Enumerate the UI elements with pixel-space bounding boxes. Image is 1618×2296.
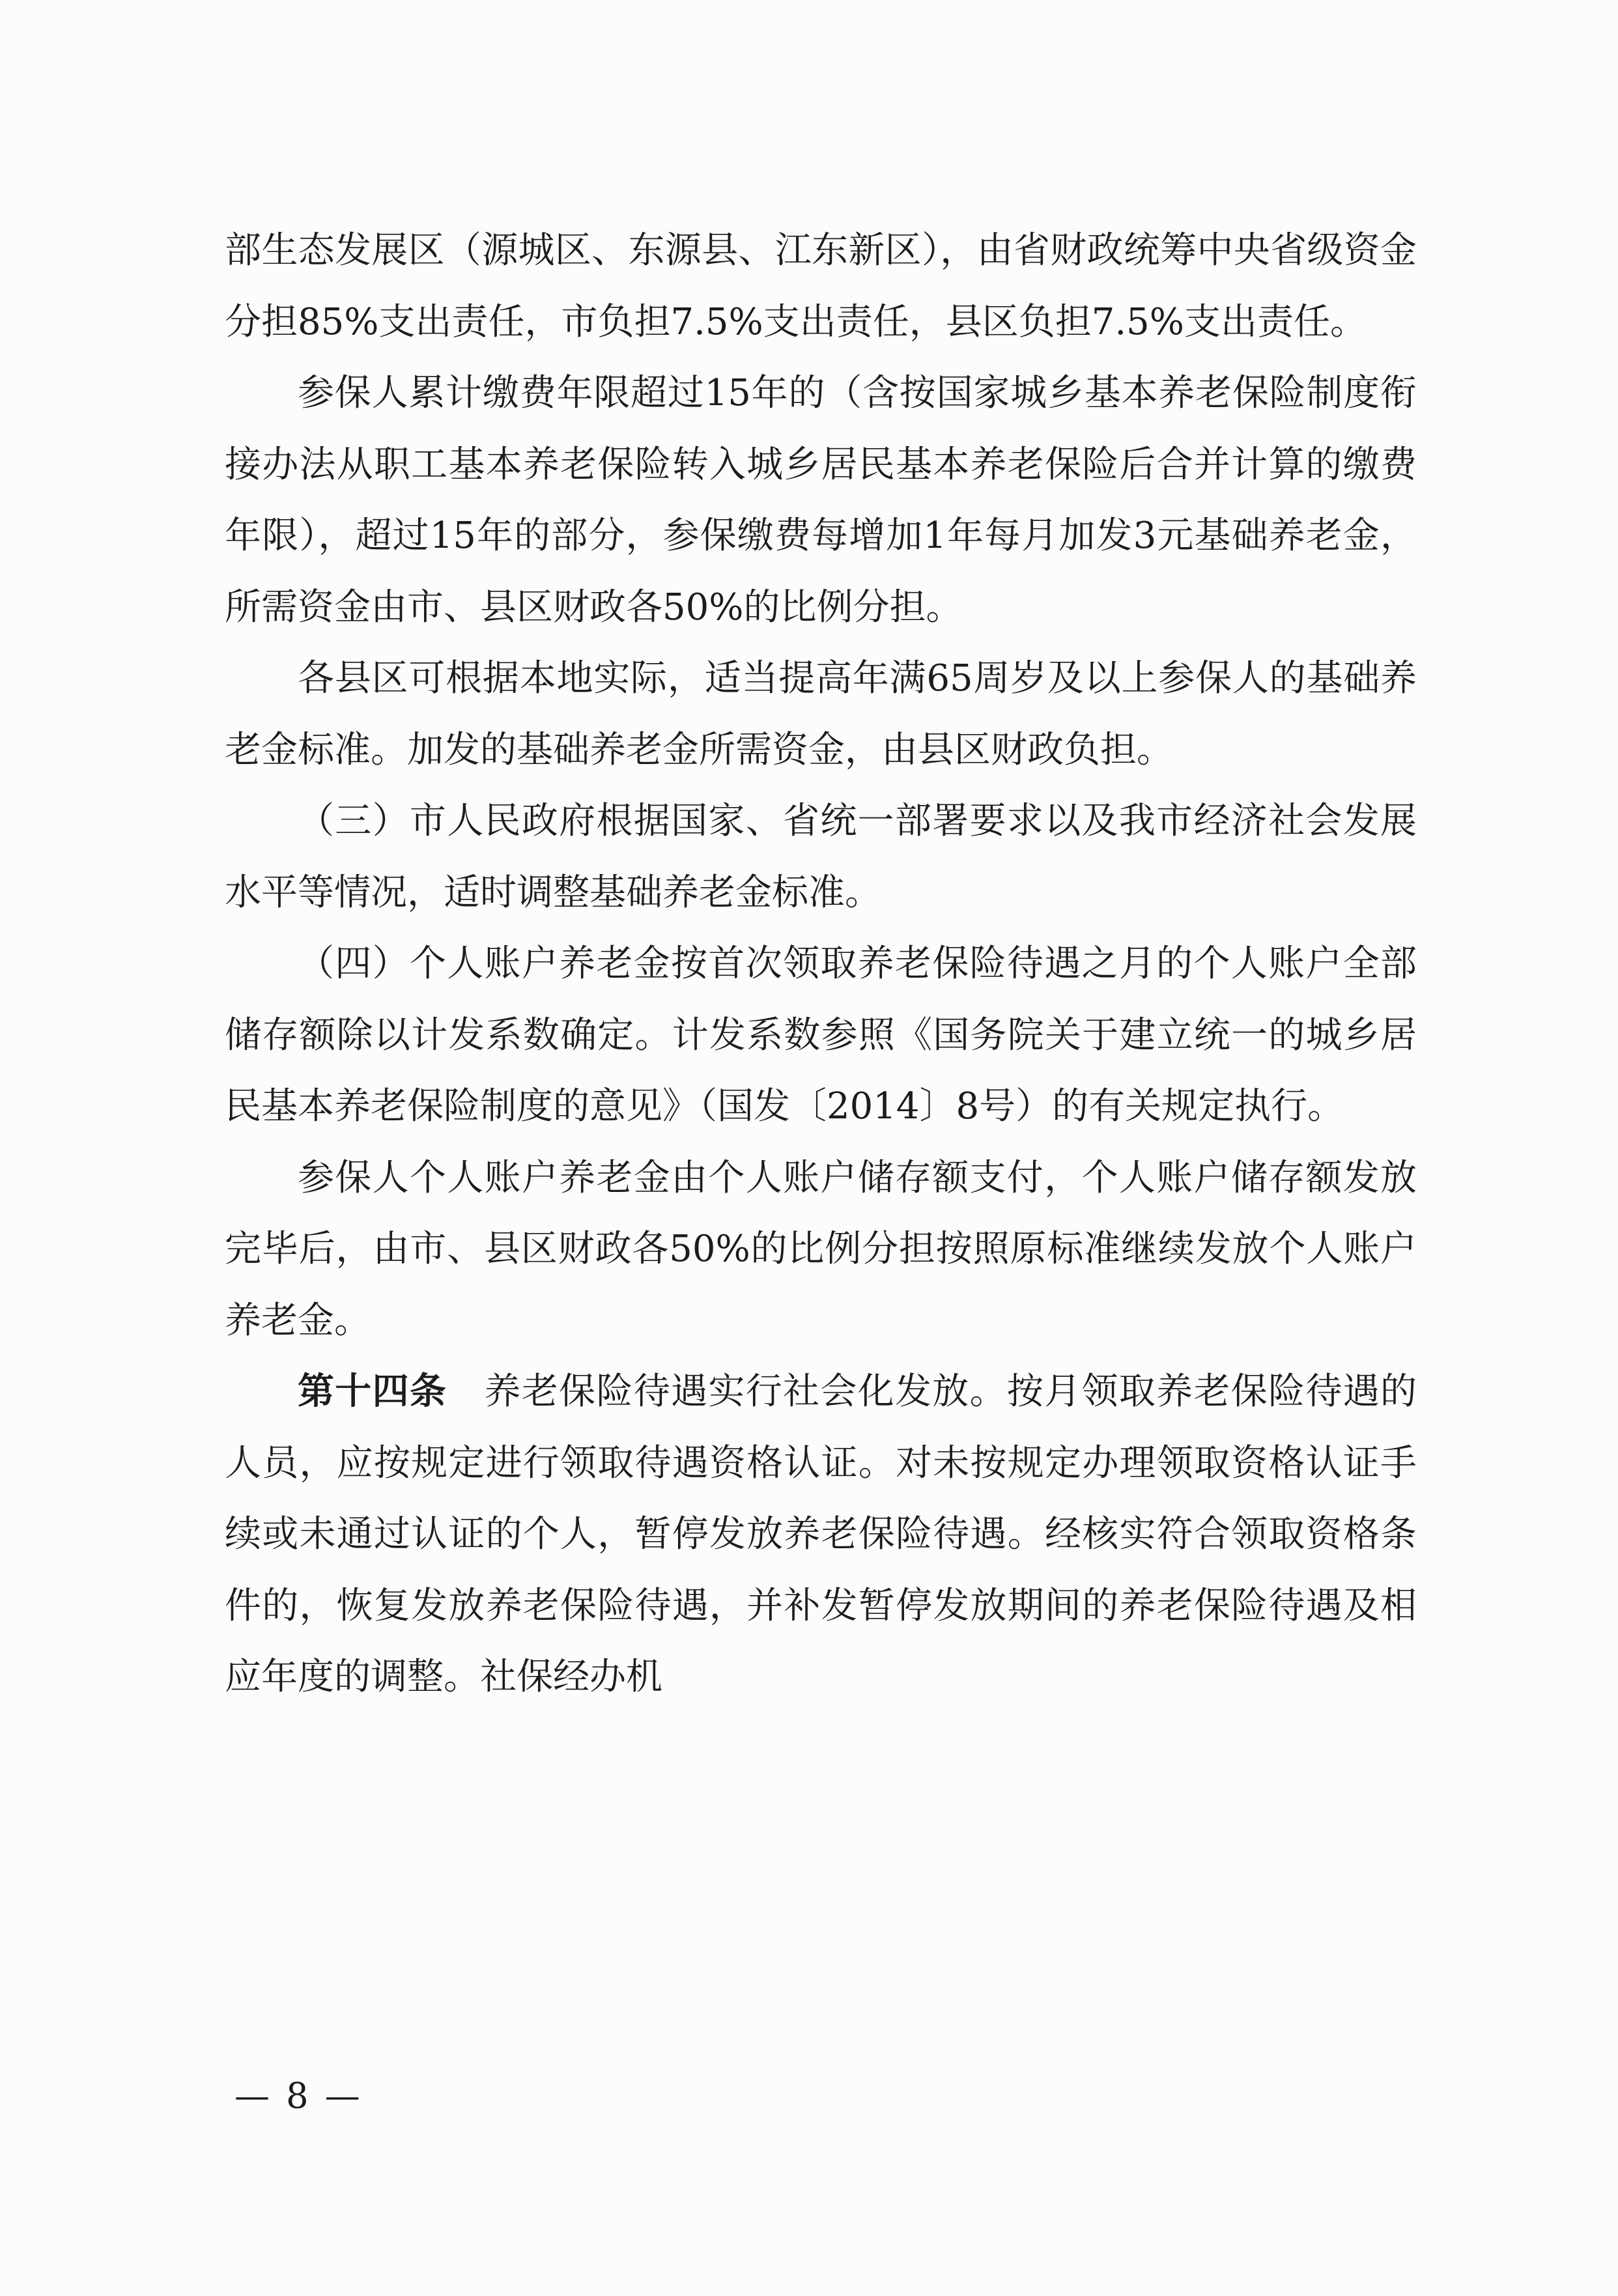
paragraph-contribution-years: 参保人累计缴费年限超过15年的（含按国家城乡基本养老保险制度衔接办法从职工基本养老保险转入城乡居民基本养老保险后合并计算的缴费年限），超过15年的部分，参保缴费每增加1年每月加发3元基础养老金，所需资金由市、县区财政各50%的比例分担。 <box>225 372 1417 629</box>
article-fourteen-body: 养老保险待遇实行社会化发放。按月领取养老保险待遇的人员，应按规定进行领取待遇资格认证。对未按规定办理领取资格认证手续或未通过认证的个人，暂停发放养老保险待遇。经核实符合领取资格条件的，恢复发放养老保险待遇，并补发暂停发放期间的养老保险待遇及相应年度的调整。社保经办机 <box>225 1370 1417 1698</box>
paragraph-county-supplement: 各县区可根据本地实际，适当提高年满65周岁及以上参保人的基础养老金标准。加发的基础养老金所需资金，由县区财政负担。 <box>225 657 1417 771</box>
document-body <box>225 215 1417 1713</box>
paragraph-personal-account: 参保人个人账户养老金由个人账户储存额支付，个人账户储存额发放完毕后，由市、县区财政各50%的比例分担按照原标准继续发放个人账户养老金。 <box>225 1156 1417 1342</box>
paragraph-item-four: （四）个人账户养老金按首次领取养老保险待遇之月的个人账户全部储存额除以计发系数确定。计发系数参照《国务院关于建立统一的城乡居民基本养老保险制度的意见》（国发〔2014〕8号）的有关规定执行。 <box>225 942 1417 1127</box>
article-fourteen <box>225 1356 1417 1713</box>
paragraph-regional-funding: 部生态发展区（源城区、东源县、江东新区），由省财政统筹中央省级资金分担85%支出责任，市负担7.5%支出责任，县区负担7.5%支出责任。 <box>225 229 1417 343</box>
page-number: — 8 — <box>234 2075 363 2116</box>
paragraph-item-three: （三）市人民政府根据国家、省统一部署要求以及我市经济社会发展水平等情况，适时调整基础养老金标准。 <box>225 800 1417 914</box>
article-fourteen-heading: 第十四条 <box>298 1370 447 1413</box>
